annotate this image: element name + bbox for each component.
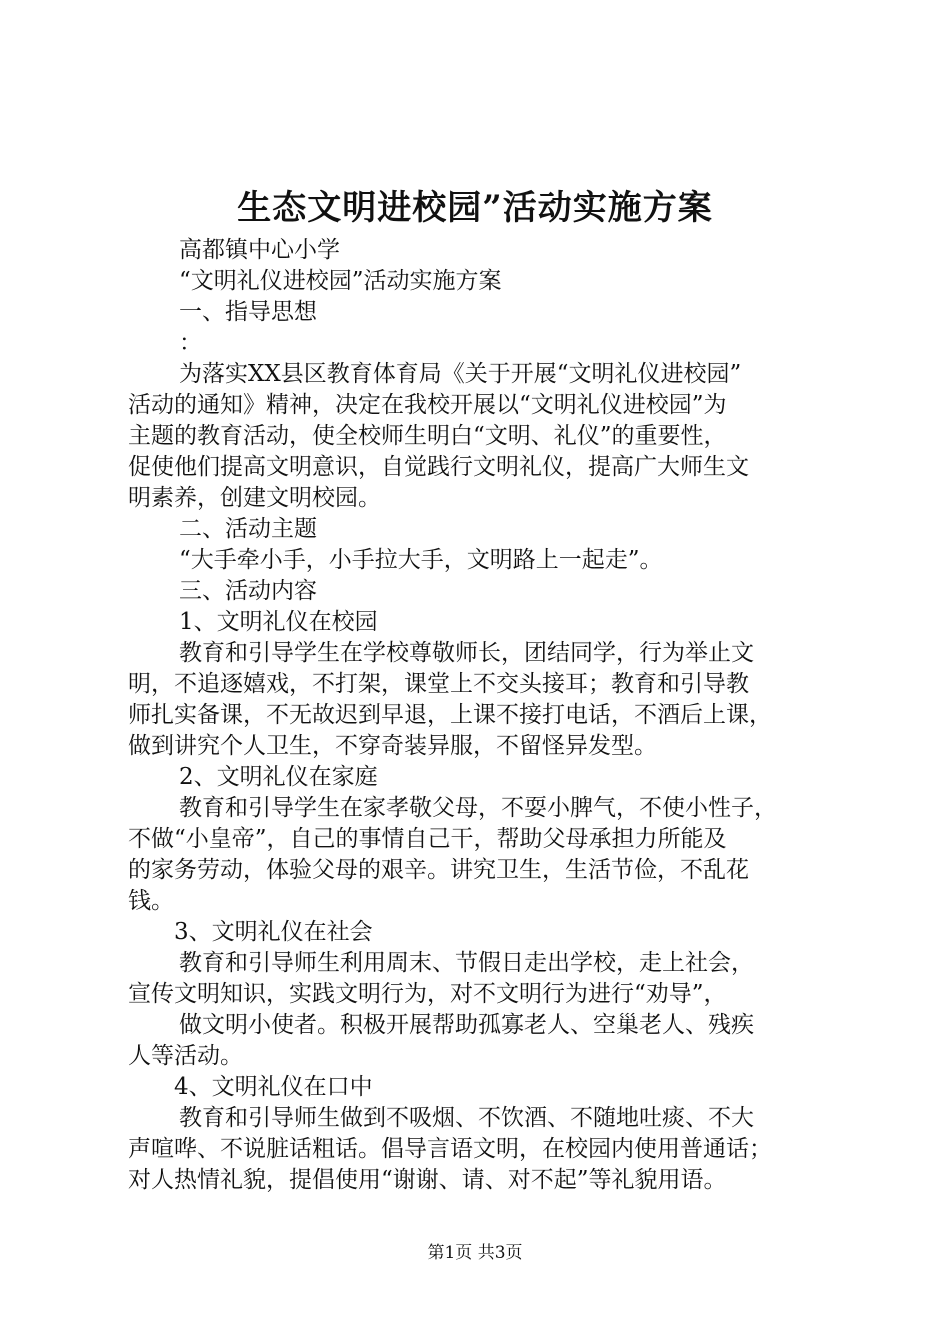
text-line: 主题的教育活动，使全校师生明白“文明、礼仪”的重要性， [128, 423, 727, 449]
text-line: 宣传文明知识，实践文明行为，对不文明行为进行“劝导”， [128, 981, 727, 1007]
text-line: 做到讲究个人卫生，不穿奇装异服，不留怪异发型。 [128, 733, 657, 759]
text-line: 为落实XX县区教育体育局《关于开展“文明礼仪进校园” [179, 361, 742, 387]
text-line: 2、文明礼仪在家庭 [179, 764, 378, 790]
text-line: 活动的通知》精神，决定在我校开展以“文明礼仪进校园”为 [128, 392, 727, 418]
text-line: 做文明小使者。积极开展帮助孤寡老人、空巢老人、残疾 [179, 1012, 754, 1038]
text-line: 三、活动内容 [179, 578, 317, 604]
document-title: 生态文明进校园”活动实施方案 [237, 188, 713, 228]
text-line: 二、活动主题 [179, 516, 317, 542]
text-line: 对人热情礼貌，提倡使用“谢谢、请、对不起”等礼貌用语。 [128, 1167, 727, 1193]
text-line: 的家务劳动，体验父母的艰辛。讲究卫生，生活节俭，不乱花 [128, 857, 749, 883]
text-line: 师扎实备课，不无故迟到早退，上课不接打电话，不酒后上课， [128, 702, 772, 728]
document-body [128, 235, 834, 1196]
page-footer: 第1页 共3页 [427, 1243, 523, 1263]
text-line: “大手牵小手，小手拉大手，文明路上一起走”。 [179, 547, 663, 573]
text-line: 促使他们提高文明意识，自觉践行文明礼仪，提高广大师生文 [128, 454, 749, 480]
text-line: 明，不追逐嬉戏，不打架，课堂上不交头接耳；教育和引导教 [128, 671, 749, 697]
text-line: 声喧哗、不说脏话粗话。倡导言语文明，在校园内使用普通话； [128, 1136, 772, 1162]
text-line: ： [179, 330, 202, 356]
text-line: 教育和引导学生在学校尊敬师长，团结同学，行为举止文 [179, 640, 754, 666]
text-line: “文明礼仪进校园”活动实施方案 [179, 268, 502, 294]
text-line: 1、文明礼仪在校园 [179, 609, 378, 635]
text-line: 人等活动。 [128, 1043, 243, 1069]
text-line: 教育和引导学生在家孝敬父母，不耍小脾气，不使小性子， [179, 795, 777, 821]
text-line: 高都镇中心小学 [179, 237, 340, 263]
text-line: 教育和引导师生做到不吸烟、不饮酒、不随地吐痰、不大 [179, 1105, 754, 1131]
text-line: 4、文明礼仪在口中 [174, 1074, 373, 1100]
text-line: 钱。 [128, 888, 174, 914]
text-line: 教育和引导师生利用周末、节假日走出学校，走上社会， [179, 950, 754, 976]
text-line: 3、文明礼仪在社会 [174, 919, 373, 945]
text-line: 明素养，创建文明校园。 [128, 485, 381, 511]
text-line: 不做“小皇帝”，自己的事情自己干，帮助父母承担力所能及 [128, 826, 727, 852]
text-line: 一、指导思想 [179, 299, 317, 325]
